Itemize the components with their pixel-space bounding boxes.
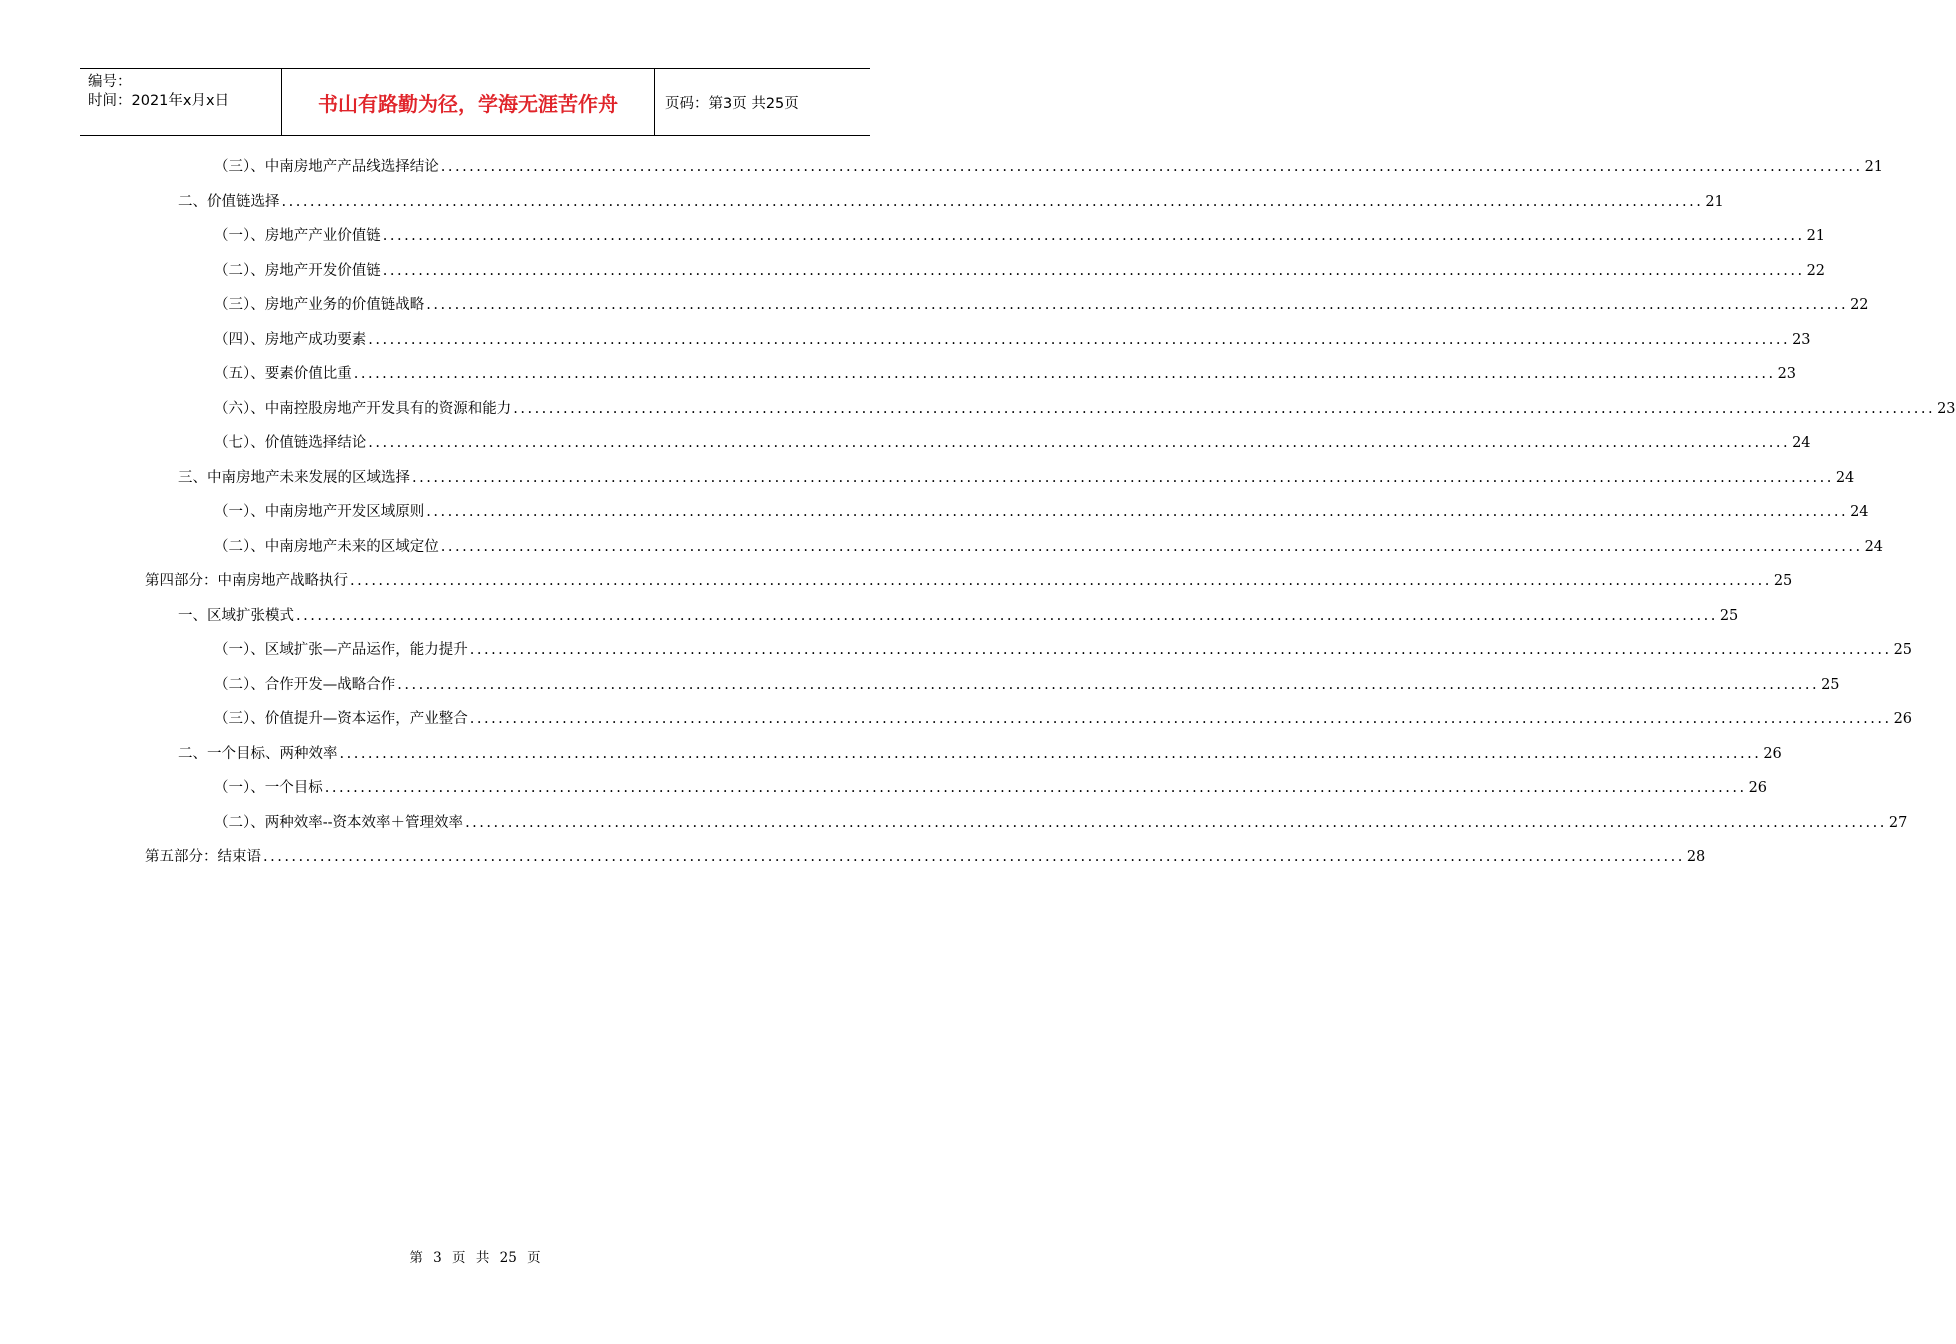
toc-entry-page: 26 (1893, 711, 1913, 727)
toc-entry[interactable] (145, 570, 1793, 592)
toc-entry-label: 一、区域扩张模式 (178, 607, 294, 624)
toc-entry-page: 25 (1773, 573, 1793, 589)
toc-dot-leader: ........................................................................................................................................................................................................ (465, 814, 1887, 831)
toc-entry[interactable] (214, 708, 1913, 730)
toc-entry[interactable] (214, 777, 1768, 799)
toc-entry-page: 24 (1792, 435, 1811, 451)
toc-entry[interactable] (214, 639, 1913, 661)
toc-dot-leader: ........................................................................................................................................................................................................ (296, 607, 1718, 624)
toc-entry-label: （六）、中南控股房地产开发具有的资源和能力 (214, 400, 512, 417)
toc-dot-leader: ........................................................................................................................................................................................................ (353, 366, 1776, 382)
toc-entry-page: 25 (1821, 676, 1840, 693)
toc-entry-page: 24 (1850, 504, 1869, 520)
toc-entry[interactable] (178, 191, 1724, 213)
toc-entry-page: 26 (1763, 745, 1782, 762)
toc-entry-label: （一）、一个目标 (214, 780, 323, 796)
toc-dot-leader: ........................................................................................................................................................................................................ (513, 400, 1936, 417)
toc-entry[interactable] (178, 743, 1782, 765)
header-date: 时间：2021年x月x日 (88, 93, 230, 109)
toc-entry-label: （二）、中南房地产未来的区域定位 (214, 538, 439, 555)
toc-dot-leader: ........................................................................................................................................................................................................ (412, 469, 1834, 486)
toc-entry-page: 21 (1806, 228, 1826, 244)
toc-entry-label: （七）、价值链选择结论 (214, 435, 367, 451)
toc-entry-label: 第五部分：结束语 (145, 849, 261, 865)
toc-entry[interactable] (214, 329, 1811, 351)
toc-entry-label: （一）、区域扩张—产品运作，能力提升 (214, 642, 468, 658)
toc-entry-page: 25 (1719, 607, 1739, 624)
toc-dot-leader: ........................................................................................................................................................................................................ (281, 193, 1704, 210)
toc-entry[interactable] (214, 398, 1956, 420)
toc-entry-page: 22 (1850, 297, 1869, 313)
toc-entry[interactable] (214, 260, 1826, 282)
toc-entry-page: 28 (1686, 849, 1706, 865)
toc-entry-label: 第四部分：中南房地产战略执行 (145, 573, 348, 589)
toc-entry[interactable] (214, 363, 1797, 385)
page-footer (0, 1246, 950, 1266)
toc-entry[interactable] (214, 294, 1869, 316)
toc-dot-leader: ........................................................................................................................................................................................................ (440, 538, 1863, 555)
toc-entry-page: 21 (1864, 159, 1884, 175)
toc-entry[interactable] (178, 467, 1855, 489)
toc-entry-label: （一）、中南房地产开发区域原则 (214, 504, 425, 520)
toc-entry[interactable] (214, 674, 1840, 696)
footer-page-number: 第 3 页 共 25 页 (409, 1250, 541, 1266)
toc-entry[interactable] (214, 536, 1884, 558)
toc-entry-page: 22 (1806, 262, 1826, 279)
toc-dot-leader: ........................................................................................................................................................................................................ (263, 849, 1685, 865)
toc-entry-page: 27 (1888, 814, 1908, 831)
toc-entry-page: 23 (1792, 331, 1811, 348)
toc-entry-label: （二）、房地产开发价值链 (214, 262, 381, 279)
toc-entry-label: （五）、要素价值比重 (214, 366, 352, 382)
toc-entry-page: 26 (1748, 780, 1768, 796)
header-page-info (655, 69, 870, 135)
header-meta (80, 69, 282, 135)
toc-dot-leader: ........................................................................................................................................................................................................ (469, 711, 1892, 727)
toc-entry-page: 24 (1835, 469, 1855, 486)
toc-entry[interactable] (214, 501, 1869, 523)
header-motto-text: 书山有路勤为径，学海无涯苦作舟 (318, 91, 618, 116)
toc-entry-label: 二、一个目标、两种效率 (178, 745, 338, 762)
toc-entry-page: 23 (1777, 366, 1797, 382)
toc-entry-page: 24 (1864, 538, 1884, 555)
toc-entry-label: （一）、房地产产业价值链 (214, 228, 381, 244)
toc-entry[interactable] (214, 812, 1908, 834)
toc-entry[interactable] (214, 432, 1811, 454)
toc-entry-label: （三）、房地产业务的价值链战略 (214, 297, 425, 313)
toc-dot-leader: ........................................................................................................................................................................................................ (426, 297, 1849, 313)
page-header (80, 68, 870, 136)
toc-entry-label: （二）、合作开发—战略合作 (214, 676, 396, 693)
toc-entry[interactable] (214, 225, 1826, 247)
toc-entry-label: （三）、中南房地产产品线选择结论 (214, 159, 439, 175)
toc-entry-page: 25 (1893, 642, 1913, 658)
toc-dot-leader: ........................................................................................................................................................................................................ (339, 745, 1762, 762)
toc-dot-leader: ........................................................................................................................................................................................................ (440, 159, 1863, 175)
toc-dot-leader: ........................................................................................................................................................................................................ (382, 262, 1805, 279)
toc-dot-leader: ........................................................................................................................................................................................................ (397, 676, 1820, 693)
toc-dot-leader: ........................................................................................................................................................................................................ (350, 573, 1772, 589)
toc-dot-leader: ........................................................................................................................................................................................................ (324, 780, 1747, 796)
toc-dot-leader: ........................................................................................................................................................................................................ (469, 642, 1892, 658)
toc-entry[interactable] (214, 156, 1884, 178)
toc-entry[interactable] (178, 605, 1739, 627)
toc-entry-label: （二）、两种效率--资本效率＋管理效率 (214, 814, 464, 831)
toc-entry-label: （四）、房地产成功要素 (214, 331, 367, 348)
toc-entry-label: 三、中南房地产未来发展的区域选择 (178, 469, 410, 486)
toc-entry-label: 二、价值链选择 (178, 193, 280, 210)
toc-entry-label: （三）、价值提升—资本运作，产业整合 (214, 711, 468, 727)
toc-dot-leader: ........................................................................................................................................................................................................ (368, 435, 1791, 451)
toc-dot-leader: ........................................................................................................................................................................................................ (368, 331, 1791, 348)
header-motto (282, 69, 655, 135)
toc-entry-page: 21 (1705, 193, 1724, 210)
toc-dot-leader: ........................................................................................................................................................................................................ (426, 504, 1849, 520)
toc-entry[interactable] (145, 846, 1706, 868)
toc-entry-page: 23 (1937, 400, 1956, 417)
toc-dot-leader: ........................................................................................................................................................................................................ (382, 228, 1805, 244)
header-number: 编号： (88, 74, 132, 90)
header-page-label: 页码：第3页 共25页 (665, 95, 799, 112)
